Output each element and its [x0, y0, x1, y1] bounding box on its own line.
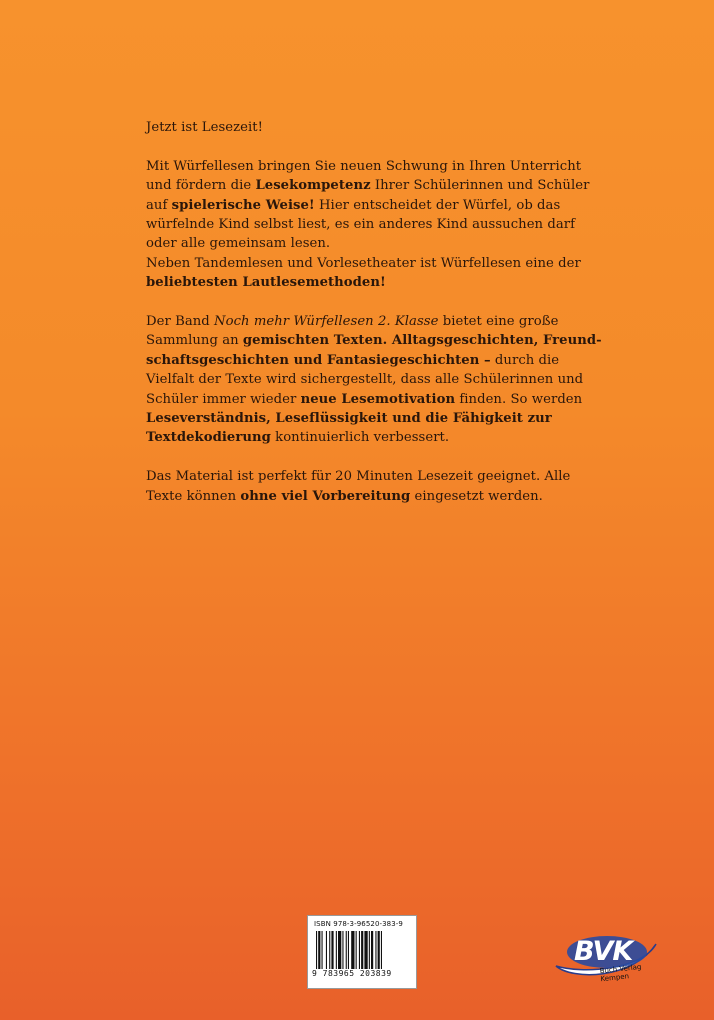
bold-lesemotivation: neue Lesemotivation: [300, 391, 456, 407]
paragraph-band: Der Band Noch mehr Würfellesen 2. Klasse bietet eine große Sammlung an gemischten Texten. Alltagsgeschichten, Freundschaftsgeschichten und Fantasiegeschichten – durch die Vielfalt der Texte wird sichergestellt, dass alle Schülerinnen und Schüler immer wieder neue Lesemotivation finden. So werden Leseverständnis, Leseflüssigkeit und die Fähigkeit zur Textdekodierung kontinuierlich verbessert.: [146, 314, 602, 446]
intro-line: Jetzt ist Lesezeit!: [146, 120, 263, 135]
isbn-barcode: [307, 915, 417, 989]
barcode-digits: 9 783965 203839: [312, 969, 392, 978]
blurb-text: [146, 118, 606, 525]
bold-lautlesemethoden: beliebtesten Lautlesemethoden!: [146, 275, 386, 291]
bold-lesekompetenz: Lesekompetenz: [255, 178, 371, 194]
bold-gemischte-texte: gemischten Texten. Alltagsgeschichten, Freundschaftsgeschichten und Fantasiegeschichten –: [146, 333, 602, 368]
bold-vorbereitung: ohne viel Vorbereitung: [240, 488, 411, 504]
logo-subtitle: Buch Verlag Kempen: [599, 962, 642, 984]
publisher-logo: [552, 930, 662, 984]
barcode-bars: [314, 931, 410, 969]
bold-spielerische-weise: spielerische Weise!: [171, 197, 315, 213]
bold-leseverstaendnis: Leseverständnis, Leseflüssigkeit und die Fähigkeit zur Textdekodierung: [146, 411, 552, 446]
logo-wordmark: BVK: [574, 936, 633, 967]
paragraph-methoden: Neben Tandemlesen und Vorlesetheater ist Würfellesen eine der beliebtesten Lautlesemethoden!: [146, 255, 581, 291]
isbn-label: ISBN 978-3-96520-383-9: [314, 920, 403, 928]
paragraph-wuerfellesen: Mit Würfellesen bringen Sie neuen Schwung in Ihren Unterricht und fördern die Lesekompetenz Ihrer Schülerinnen und Schüler auf spielerische Weise! Hier entscheidet der Würfel, ob das würfelnde Kind selbst liest, es ein anderes Kind aussuchen darf oder alle gemeinsam lesen.: [146, 158, 590, 252]
book-title: Noch mehr Würfellesen 2. Klasse: [214, 314, 439, 330]
paragraph-material: Das Material ist perfekt für 20 Minuten Lesezeit geeignet. Alle Texte können ohne viel Vorbereitung eingesetzt werden.: [146, 469, 571, 504]
